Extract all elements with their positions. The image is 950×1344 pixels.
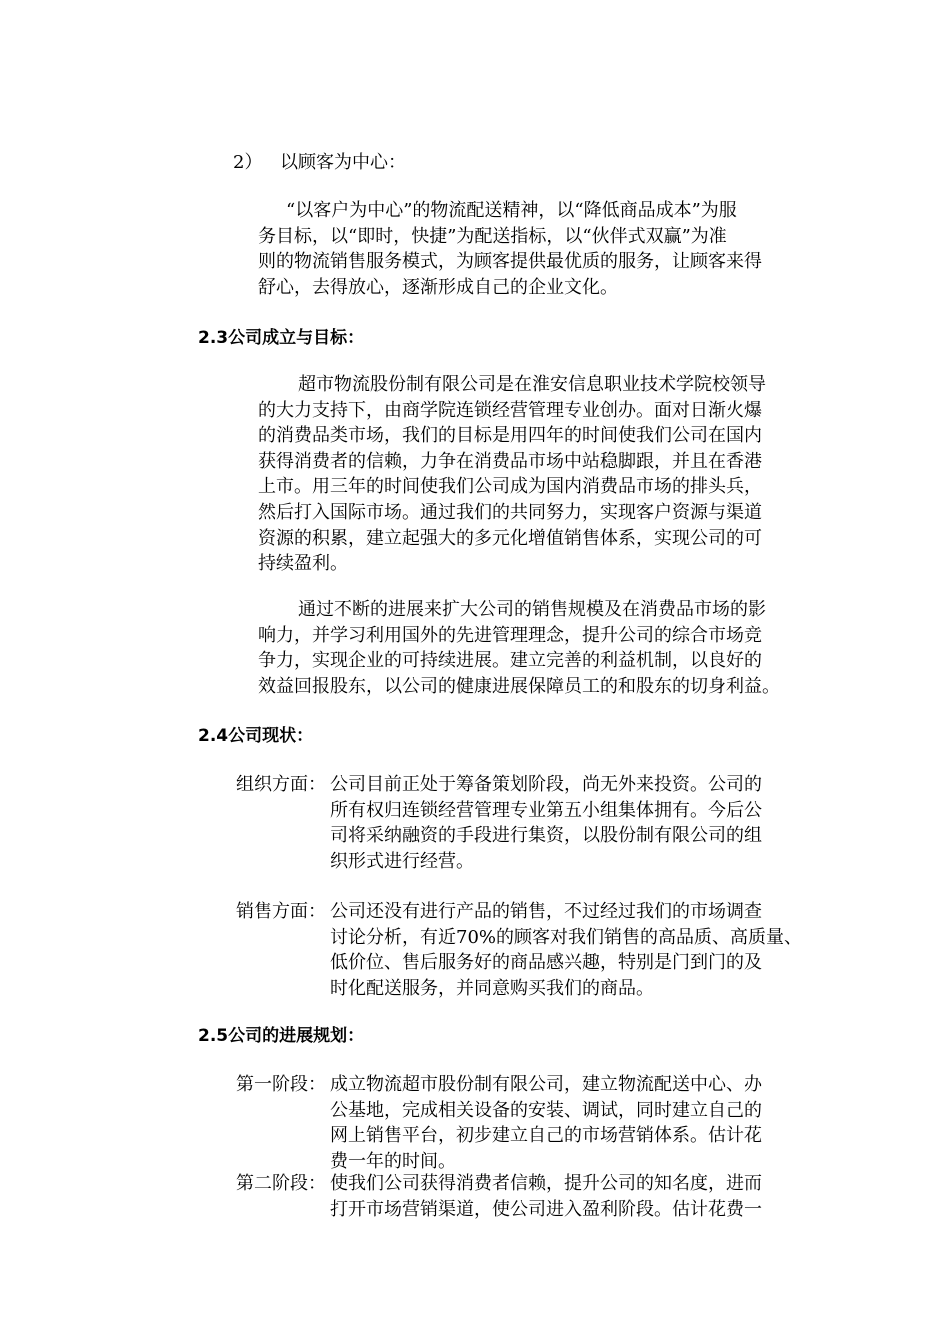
paragraph-line: 资源的积累，建立起强大的多元化增值销售体系，实现公司的可 [258,527,762,549]
paragraph-line: 则的物流销售服务模式，为顾客提供最优质的服务，让顾客来得 [258,251,762,273]
list-marker: 2） [233,152,263,173]
paragraph-line: 获得消费者的信赖，力争在消费品市场中站稳脚跟，并且在香港 [258,450,762,472]
sales-status-text [330,899,802,1001]
org-label: 组织方面： [236,774,326,795]
paragraph-line: 司将采纳融资的手段进行集资，以股份制有限公司的组 [330,825,762,847]
paragraph-line: 的消费品类市场，我们的目标是用四年的时间使我们公司在国内 [258,425,762,447]
section-heading-2-5: 2.5公司的进展规划： [198,1026,365,1046]
paragraph-line: 费一年的时间。 [330,1150,456,1172]
paragraph-line: 使我们公司获得消费者信赖，提升公司的知名度，进而 [330,1173,762,1194]
stage1-label: 第一阶段： [236,1074,326,1095]
section-heading-2-3: 2.3公司成立与目标： [198,328,365,348]
paragraph-line: 上市。用三年的时间使我们公司成为国内消费品市场的排头兵， [258,476,762,498]
paragraph-line: 所有权归连锁经营管理专业第五小组集体拥有。今后公 [330,799,762,821]
stage1-text [330,1072,762,1174]
paragraph-line: 打开市场营销渠道，使公司进入盈利阶段。估计花费一 [330,1198,762,1220]
stage2-label: 第二阶段： [236,1173,326,1194]
stage2-text [330,1171,762,1222]
paragraph-line: 务目标，以“即时，快捷”为配送指标，以“伙伴式双赢”为准 [258,225,727,247]
paragraph-line: 成立物流超市股份制有限公司，建立物流配送中心、办 [330,1074,762,1095]
paragraph-line: 响力，并学习利用国外的先进管理理念，提升公司的综合市场竞 [258,624,762,646]
paragraph-line: 公司目前正处于筹备策划阶段，尚无外来投资。公司的 [330,774,762,795]
paragraph-line: 公司还没有进行产品的销售，不过经过我们的市场调查 [330,901,762,922]
paragraph-line: 超市物流股份制有限公司是在淮安信息职业技术学院校领导 [298,374,766,395]
paragraph-line: 织形式进行经营。 [330,850,474,872]
company-goals-paragraph-2 [258,597,780,699]
section-heading-2-4: 2.4公司现状： [198,726,314,746]
paragraph-line: 通过不断的进展来扩大公司的销售规模及在消费品市场的影 [298,599,766,620]
sales-label: 销售方面： [236,901,326,922]
paragraph-line: 持续盈利。 [258,553,348,575]
paragraph-line: 网上销售平台，初步建立自己的市场营销体系。估计花 [330,1125,762,1147]
paragraph-line: 低价位、售后服务好的商品感兴趣，特别是门到门的及 [330,952,762,974]
paragraph-line: 讨论分析，有近70%的顾客对我们销售的高品质、高质量、 [330,926,803,948]
paragraph-line: 舒心，去得放心，逐渐形成自己的企业文化。 [258,276,618,298]
paragraph-line: 的大力支持下，由商学院连锁经营管理专业创办。面对日渐火爆 [258,399,762,421]
item-title: 以顾客为中心： [280,152,406,173]
paragraph-line: 争力，实现企业的可持续进展。建立完善的利益机制，以良好的 [258,650,762,672]
paragraph-line: “以客户为中心”的物流配送精神，以“降低商品成本”为服 [286,200,737,221]
company-goals-paragraph-1 [258,372,766,577]
paragraph-line: 公基地，完成相关设备的安装、调试，同时建立自己的 [330,1099,762,1121]
org-status-text [330,772,762,874]
paragraph-line: 时化配送服务，并同意购买我们的商品。 [330,977,654,999]
paragraph-line: 效益回报股东，以公司的健康进展保障员工的和股东的切身利益。 [258,675,780,697]
paragraph-line: 然后打入国际市场。通过我们的共同努力，实现客户资源与渠道 [258,501,762,523]
customer-center-paragraph [258,198,762,300]
